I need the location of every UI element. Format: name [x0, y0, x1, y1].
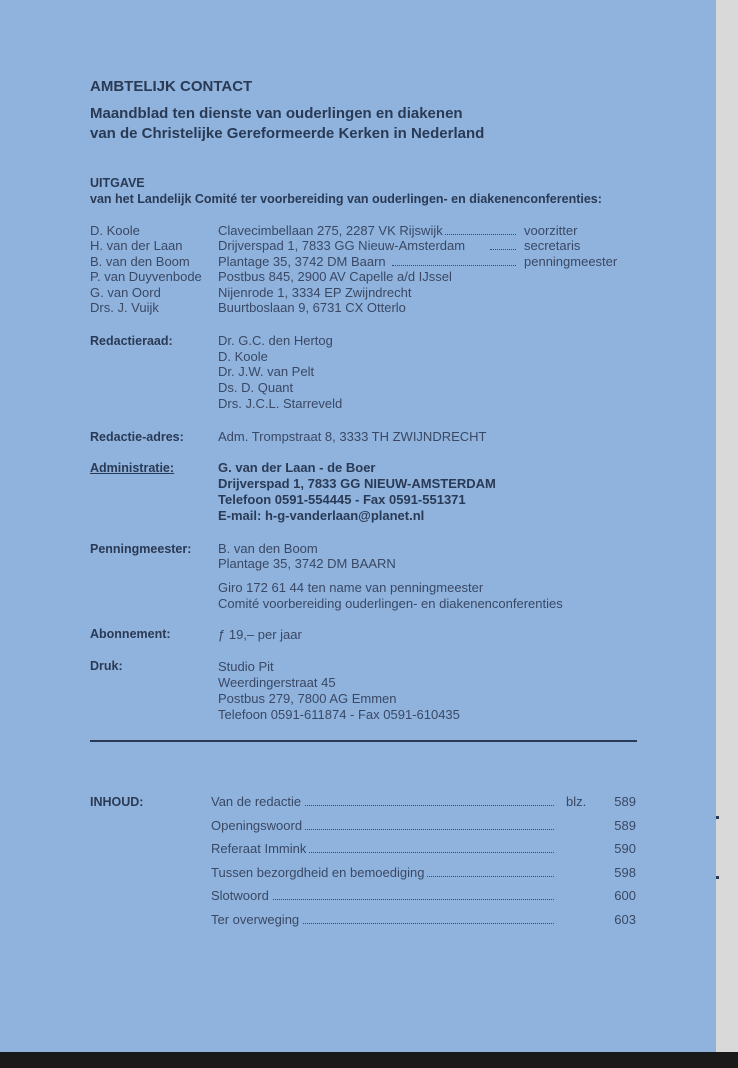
- member-address: Drijverspad 1, 7833 GG Nieuw-Amsterdam: [218, 238, 466, 253]
- administratie-line: Drijverspad 1, 7833 GG NIEUW-AMSTERDAM: [218, 476, 496, 491]
- horizontal-rule: [90, 740, 637, 742]
- redactieraad-label: Redactieraad:: [90, 334, 173, 348]
- penningmeester-line: Plantage 35, 3742 DM BAARN: [218, 556, 396, 571]
- member-address: Buurtboslaan 9, 6731 CX Otterlo: [218, 300, 406, 315]
- druk-line: Telefoon 0591-611874 - Fax 0591-610435: [218, 707, 460, 722]
- blz-label: blz.: [566, 794, 587, 809]
- toc-entry-page: 603: [614, 912, 636, 927]
- druk-line: Weerdingerstraat 45: [218, 675, 336, 690]
- toc-entry[interactable]: [211, 888, 636, 904]
- toc-entry[interactable]: [211, 841, 636, 857]
- toc-entry-title: Tussen bezorgdheid en bemoediging: [211, 865, 427, 880]
- leader-dots: [490, 249, 516, 250]
- redactie-adres-label: Redactie-adres:: [90, 430, 184, 444]
- member-address: Clavecimbellaan 275, 2287 VK Rijswijk: [218, 223, 443, 238]
- publisher-heading: UITGAVE: [90, 176, 145, 190]
- member-name: B. van den Boom: [90, 254, 190, 269]
- member-address: Postbus 845, 2900 AV Capelle a/d IJssel: [218, 269, 452, 284]
- member-name: H. van der Laan: [90, 238, 183, 253]
- toc-entry[interactable]: [211, 818, 636, 834]
- toc-entry-title: Ter overweging: [211, 912, 302, 927]
- administratie-email: E-mail: h-g-vanderlaan@planet.nl: [218, 508, 425, 523]
- administratie-line: Telefoon 0591-554445 - Fax 0591-551371: [218, 492, 466, 507]
- member-role: penningmeester: [524, 254, 618, 269]
- inhoud-label: INHOUD:: [90, 795, 144, 809]
- toc-entry-page: 589: [614, 794, 636, 809]
- penningmeester-label: Penningmeester:: [90, 542, 192, 556]
- publisher-description: van het Landelijk Comité ter voorbereiding van ouderlingen- en diakenenconferenties:: [90, 192, 602, 206]
- page-mark: [716, 816, 719, 819]
- member-role: voorzitter: [524, 223, 578, 238]
- page-edge: [0, 1052, 738, 1068]
- toc-entry-page: 600: [614, 888, 636, 903]
- redactieraad-member: Drs. J.C.L. Starreveld: [218, 396, 343, 411]
- toc-entry-page: 590: [614, 841, 636, 856]
- redactieraad-member: Dr. J.W. van Pelt: [218, 364, 315, 379]
- page-edge: [716, 0, 738, 1068]
- druk-line: Postbus 279, 7800 AG Emmen: [218, 691, 397, 706]
- toc-entry-page: 598: [614, 865, 636, 880]
- toc-entry[interactable]: [211, 865, 636, 881]
- abonnement-value: ƒ 19,– per jaar: [218, 627, 302, 642]
- member-role: secretaris: [524, 238, 581, 253]
- member-name: P. van Duyvenbode: [90, 269, 202, 284]
- member-name: G. van Oord: [90, 285, 161, 300]
- toc-entry-title: Slotwoord: [211, 888, 272, 903]
- toc-entry-title: Referaat Immink: [211, 841, 309, 856]
- redactieraad-member: Ds. D. Quant: [218, 380, 294, 395]
- toc-entry[interactable]: [211, 912, 636, 928]
- druk-line: Studio Pit: [218, 659, 274, 674]
- publication-title: AMBTELIJK CONTACT: [90, 78, 253, 95]
- toc-entry-title: Van de redactie: [211, 794, 304, 809]
- abonnement-label: Abonnement:: [90, 627, 171, 641]
- toc-entry[interactable]: [211, 794, 636, 810]
- penningmeester-line: B. van den Boom: [218, 541, 318, 556]
- member-name: Drs. J. Vuijk: [90, 300, 159, 315]
- giro-line: Giro 172 61 44 ten name van penningmeester: [218, 580, 484, 595]
- redactieraad-member: Dr. G.C. den Hertog: [218, 333, 333, 348]
- toc-entry-page: 589: [614, 818, 636, 833]
- member-name: D. Koole: [90, 223, 140, 238]
- administratie-label: Administratie:: [90, 461, 175, 475]
- redactie-adres-value: Adm. Trompstraat 8, 3333 TH ZWIJNDRECHT: [218, 429, 487, 444]
- druk-label: Druk:: [90, 659, 123, 673]
- leader-dots: [440, 234, 516, 235]
- administratie-line: G. van der Laan - de Boer: [218, 460, 376, 475]
- member-address: Nijenrode 1, 3334 EP Zwijndrecht: [218, 285, 412, 300]
- page-mark: [716, 876, 719, 879]
- member-address: Plantage 35, 3742 DM Baarn: [218, 254, 386, 269]
- redactieraad-member: D. Koole: [218, 349, 268, 364]
- giro-line: Comité voorbereiding ouderlingen- en diakenenconferenties: [218, 596, 563, 611]
- publication-subtitle-line1: Maandblad ten dienste van ouderlingen en diakenen: [90, 105, 463, 122]
- publication-subtitle-line2: van de Christelijke Gereformeerde Kerken in Nederland: [90, 125, 485, 142]
- toc-entry-title: Openingswoord: [211, 818, 305, 833]
- leader-dots: [392, 265, 516, 266]
